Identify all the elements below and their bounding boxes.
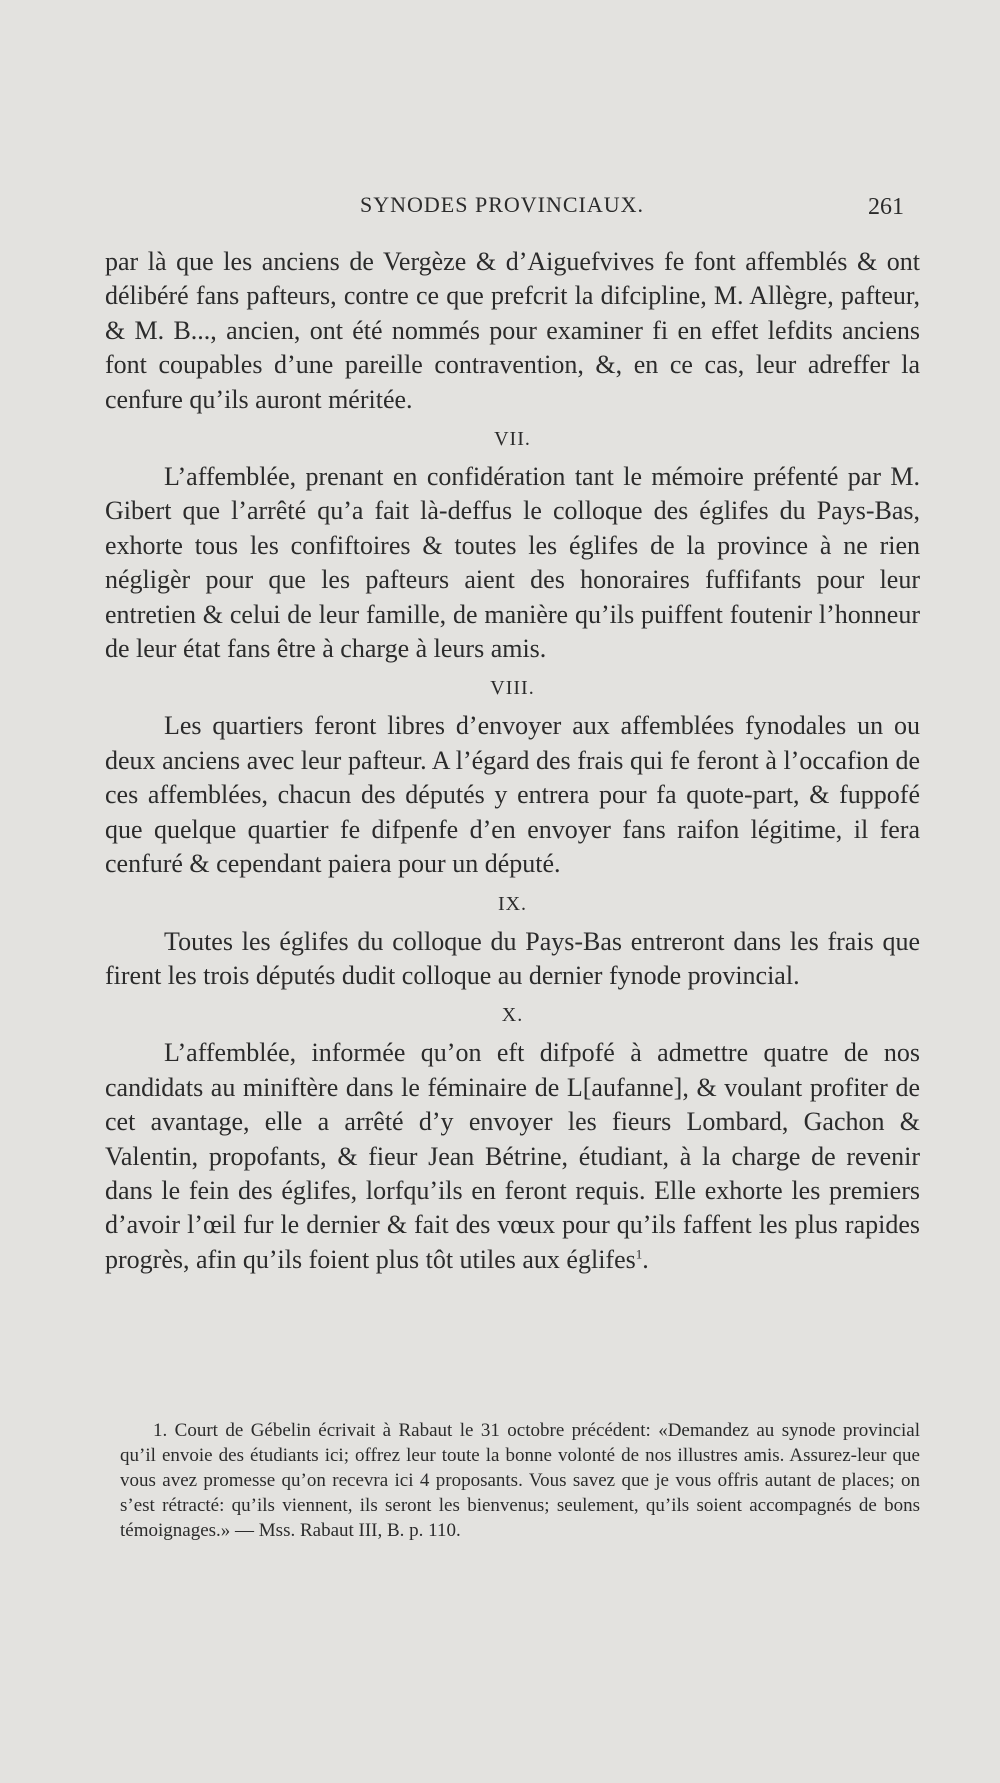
article-10-end: .	[642, 1244, 649, 1274]
footnote	[120, 1418, 920, 1543]
article-number-9: IX.	[497, 892, 528, 915]
article-number-8: VIII.	[490, 677, 535, 700]
article-9-text: Toutes les églifes du colloque du Pays-Bas entreront dans les frais que firent les trois députés dudit colloque au dernier fynode provincial.	[105, 926, 920, 990]
footnote-reference: 1	[635, 1246, 643, 1262]
article-8-text: Les quartiers feront libres d’envoyer aux affemblées fynodales un ou deux anciens avec leur pafteur. A l’égard des frais qui fe feront à l’occafion de ces affemblées, chacun des députés y entrera pour fa quote-part, & fuppofé que quelque quartier fe difpenfe d’en envoyer fans raifon légitime, il fera cenfuré & cependant paiera pour un député.	[105, 711, 920, 879]
page-header	[0, 192, 1000, 226]
article-10-paragraph	[105, 1036, 920, 1277]
footnote-text: 1. Court de Gébelin écrivait à Rabaut le 31 octobre précédent: «Demandez au synode provincial qu’il envoie des étudiants ici; offrez leur toute la bonne volonté de nos illustres amis. Assurez-leur que vous avez promesse qu’on recevra ici 4 proposants. Vous savez que je vous offris autant de places; on s’est rétracté: qu’ils viennent, ils seront les bienvenus; seulement, qu’ils soient accompagnés de bons témoignages.» — Mss. Rabaut III, B. p. 110.	[120, 1420, 920, 1541]
article-10-text: L’affemblée, informée qu’on eft difpofé à admettre quatre de nos candidats au miniftère dans le féminaire de L[aufanne], & voulant profiter de cet avantage, elle a arrêté d’y envoyer les fieurs Lombard, Gachon & Valentin, propofants, & fieur Jean Bétrine, étudiant, à la charge de revenir dans le fein des églifes, lorfqu’ils en feront requis. Elle exhorte les premiers d’avoir l’œil fur le dernier & fait des vœux pour qu’ils faffent les plus rapides progrès, afin qu’ils foient plus tôt utiles aux églifes	[105, 1038, 920, 1274]
article-7-text: L’affemblée, prenant en confidération tant le mémoire préfenté par M. Gibert que l’arrêté qu’a fait là-deffus le colloque des églifes du Pays-Bas, exhorte tous les confiftoires & toutes les églifes de la province à ne rien négligèr pour que les pafteurs aient des honoraires fuffifants pour leur entretien & celui de leur famille, de manière qu’ils puiffent foutenir l’honneur de leur état fans être à charge à leurs amis.	[105, 462, 920, 664]
body-text	[105, 245, 920, 1277]
paragraph-continued: par là que les anciens de Vergèze & d’Aiguefvives fe font affemblés & ont délibéré fans pafteurs, contre ce que prefcrit la difcipline, M. Allègre, pafteur, & M. B..., ancien, ont été nommés pour examiner fi en effet lefdits anciens font coupables d’une pareille contravention, &, en ce cas, leur adreffer la cenfure qu’ils auront méritée.	[105, 247, 920, 414]
article-number-10: X.	[501, 1004, 524, 1027]
article-number-7: VII.	[494, 428, 531, 451]
page-number: 261	[868, 194, 904, 220]
running-title: SYNODES PROVINCIAUX.	[360, 192, 645, 217]
